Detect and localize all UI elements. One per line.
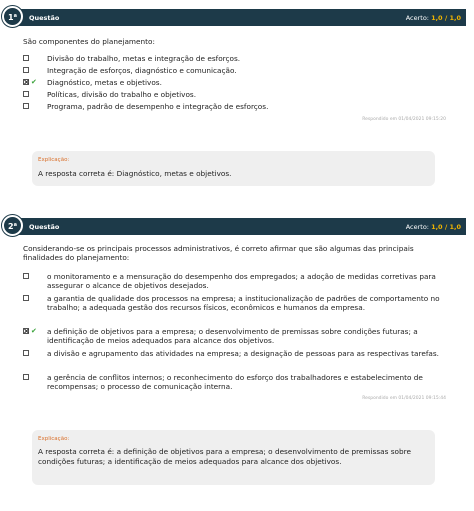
question-prompt: São componentes do planejamento: <box>23 37 155 46</box>
checkbox[interactable] <box>23 91 29 97</box>
question-number: 2 <box>8 222 14 231</box>
question-header <box>11 218 466 235</box>
option-text: Diagnóstico, metas e objetivos. <box>47 78 162 87</box>
score <box>406 223 461 231</box>
option-text: o monitoramento e a mensuração do desempenho dos empregados; a adoção de medidas corretivas para assegurar o alcance de objetivos desejados. <box>47 272 436 290</box>
option-text: a gerência de conflitos internos; o reconhecimento do esforço dos trabalhadores e estabelecimento de recompensas; o processo de comunicação interna. <box>47 373 423 391</box>
answer-option[interactable] <box>23 349 453 369</box>
correct-check-icon: ✔ <box>31 78 37 86</box>
question-number-suffix: a <box>13 13 17 19</box>
checkbox[interactable] <box>23 273 29 279</box>
option-text: a definição de objetivos para a empresa; o desenvolvimento de premissas sobre condições futuras; a identificação de meios adequados para alcance dos objetivos. <box>47 327 418 345</box>
option-text: Divisão do trabalho, metas e integração de esforços. <box>47 54 241 63</box>
explanation-text: A resposta correta é: a definição de objetivos para a empresa; o desenvolvimento de premissas sobre condições futuras; a identificação de meios adequados para alcance dos objetivos. <box>38 447 411 466</box>
explanation-box <box>32 430 435 485</box>
answer-option[interactable] <box>23 294 453 324</box>
score-value: 1,0 / 1,0 <box>431 14 461 22</box>
answered-timestamp: Respondido em 01/04/2021 09:15:20 <box>362 117 446 122</box>
checkbox-checked[interactable] <box>23 79 29 85</box>
score <box>406 14 461 22</box>
answer-option[interactable] <box>23 373 453 393</box>
question-number-badge <box>2 6 23 27</box>
answer-option[interactable] <box>23 327 453 347</box>
option-text: Programa, padrão de desempenho e integração de esforços. <box>47 102 269 111</box>
checkbox[interactable] <box>23 374 29 380</box>
score-label: Acerto: <box>405 223 429 231</box>
checkbox-checked[interactable] <box>23 328 29 334</box>
correct-check-icon: ✔ <box>31 327 37 335</box>
explanation-text: A resposta correta é: Diagnóstico, metas e objetivos. <box>38 169 232 178</box>
question-label: Questão <box>29 223 60 231</box>
explanation-label: Explicação: <box>38 157 70 163</box>
explanation-box <box>32 151 435 186</box>
question-number: 1 <box>8 13 14 22</box>
question-number-badge <box>2 215 23 236</box>
score-label: Acerto: <box>405 14 429 22</box>
option-text: a divisão e agrupamento das atividades na empresa; a designação de pessoas para as respectivas tarefas. <box>47 349 439 358</box>
option-text: Políticas, divisão do trabalho e objetivos. <box>47 90 197 99</box>
question-prompt: Considerando-se os principais processos administrativos, é correto afirmar que são algumas das principais finalidades do planejamento: <box>23 244 414 262</box>
answered-timestamp: Respondido em 01/04/2021 09:15:44 <box>362 396 446 401</box>
option-text: a garantia de qualidade dos processos na empresa; a institucionalização de padrões de comportamento no trabalho; a adequada gestão dos recursos físicos, econômicos e humanos da empresa. <box>47 294 440 312</box>
checkbox[interactable] <box>23 67 29 73</box>
answer-option[interactable] <box>23 272 453 292</box>
question-number-suffix: a <box>13 222 17 228</box>
option-text: Integração de esforços, diagnóstico e comunicação. <box>47 66 237 75</box>
explanation-label: Explicação: <box>38 436 70 442</box>
checkbox[interactable] <box>23 350 29 356</box>
score-value: 1,0 / 1,0 <box>431 223 461 231</box>
checkbox[interactable] <box>23 55 29 61</box>
question-header <box>11 9 466 26</box>
checkbox[interactable] <box>23 103 29 109</box>
question-label: Questão <box>29 14 60 22</box>
checkbox[interactable] <box>23 295 29 301</box>
